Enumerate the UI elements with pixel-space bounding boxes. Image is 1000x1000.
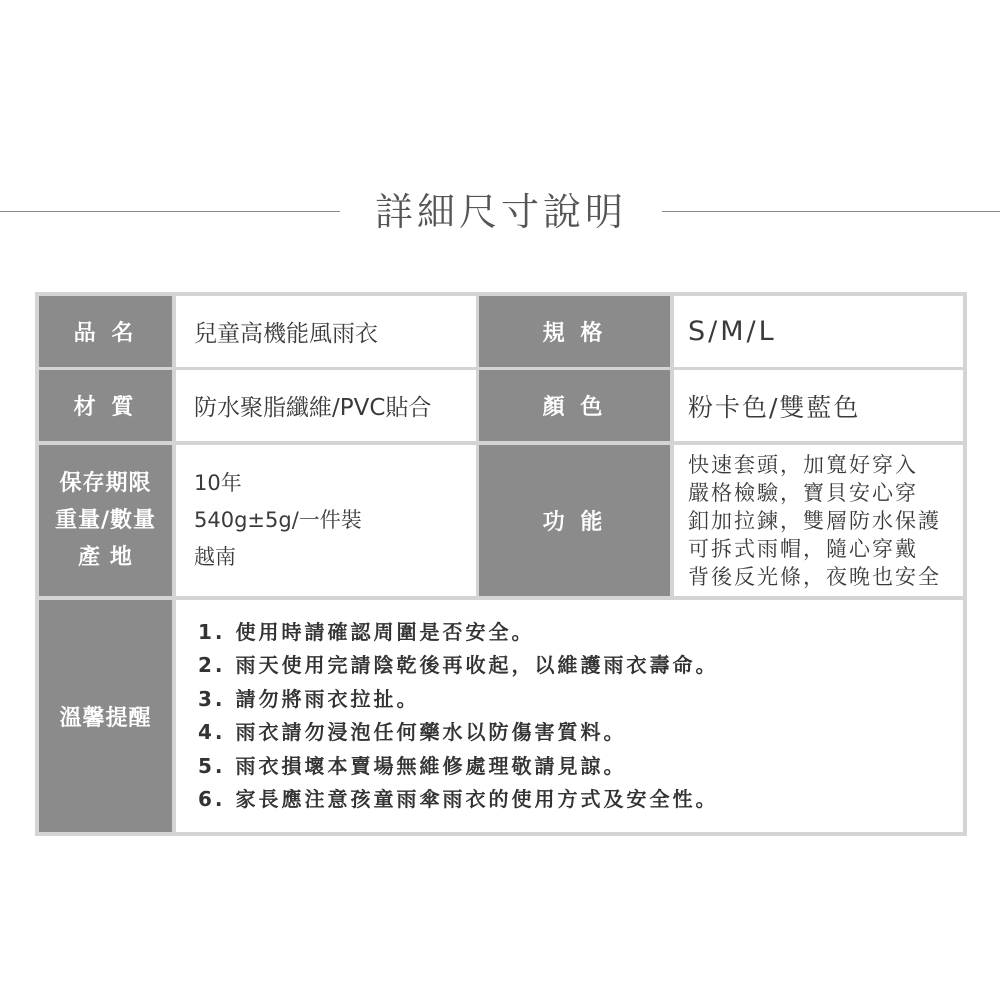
feature-item: 背後反光條，夜晚也安全	[688, 564, 941, 589]
reminder-item: 2. 雨天使用完請陰乾後再收起，以維護雨衣壽命。	[198, 653, 719, 677]
weight-quantity-label: 重量/數量	[54, 508, 157, 533]
feature-item: 可拆式雨帽，隨心穿戴	[688, 536, 918, 561]
info-label-stack	[55, 465, 156, 576]
function-label: 功 能	[479, 445, 670, 596]
title-divider-left	[0, 211, 340, 212]
info-value-stack	[194, 465, 362, 576]
material-value	[176, 370, 476, 441]
color-text: 粉卡色/雙藍色	[688, 392, 861, 422]
feature-list	[674, 451, 941, 591]
feature-item: 快速套頭，加寬好穿入	[688, 452, 918, 477]
title-divider-right	[662, 211, 1000, 212]
reminder-item: 6. 家長應注意孩童雨傘雨衣的使用方式及安全性。	[198, 787, 719, 811]
reminder-list	[176, 616, 718, 817]
material-label: 材 質	[39, 370, 172, 441]
color-value	[674, 370, 963, 441]
material-text: 防水聚脂纖維/PVC貼合	[194, 395, 432, 421]
product-name-text: 兒童高機能風雨衣	[194, 321, 378, 347]
spec-table	[35, 292, 967, 836]
product-name-value	[176, 296, 476, 367]
color-label: 顏 色	[479, 370, 670, 441]
page-title: 詳細尺寸說明	[374, 190, 627, 234]
reminder-value	[176, 600, 963, 832]
product-name-label: 品 名	[39, 296, 172, 367]
info-value	[176, 445, 476, 596]
weight-quantity-value: 540g±5g/一件裝	[194, 508, 362, 532]
shelf-life-label: 保存期限	[59, 471, 152, 496]
origin-label: 產 地	[78, 545, 133, 570]
origin-value: 越南	[194, 545, 236, 569]
reminder-label: 溫馨提醒	[39, 600, 172, 832]
shelf-life-value: 10年	[194, 471, 242, 495]
function-value	[674, 445, 963, 596]
size-label: 規 格	[479, 296, 670, 367]
info-label	[39, 445, 172, 596]
reminder-item: 5. 雨衣損壞本賣場無維修處理敬請見諒。	[198, 753, 627, 778]
reminder-item: 3. 請勿將雨衣拉扯。	[198, 686, 420, 711]
reminder-item: 1. 使用時請確認周圍是否安全。	[198, 619, 535, 644]
size-text: S/M/L	[688, 316, 777, 347]
size-value	[674, 296, 963, 367]
reminder-item: 4. 雨衣請勿浸泡任何藥水以防傷害質料。	[198, 720, 627, 744]
feature-item: 釦加拉鍊，雙層防水保護	[688, 508, 941, 533]
title-row	[0, 186, 1000, 238]
feature-item: 嚴格檢驗，寶貝安心穿	[688, 480, 918, 505]
